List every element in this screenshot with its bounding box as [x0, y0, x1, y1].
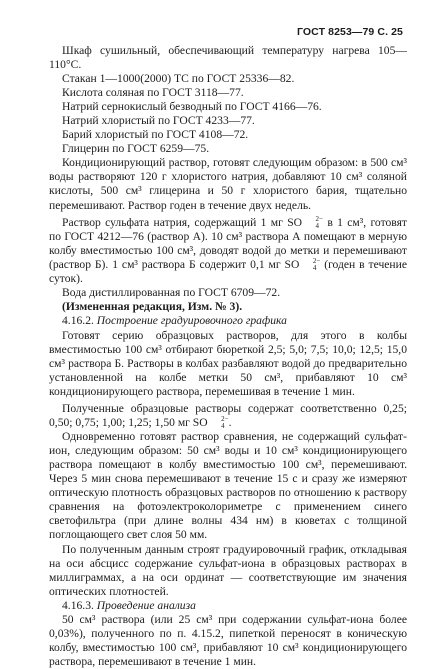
- paragraph-analysis: 50 см³ раствора (или 25 см³ при содержании сульфат-иона более 0,03%), полученного по п. 4.15.2, пипеткой переносят в коническую колбу, вместимостью 100 см³, прибавляют 10 см³ кондиционирующего раствора, перемешивают в течение 1 мин.: [49, 612, 407, 668]
- sulfate-text-2: в 1 см³, готовят по ГОСТ 4212—76 (раствор А). 10 см³ раствора А помещают в мерную колбу вместимостью 100 см³, доводят водой до метки и перемешивают (раствор Б). 1 см³ раствора Б содержит 0,1 мг SO: [49, 215, 407, 271]
- sulfate-text-3: (годен в течение суток).: [49, 258, 407, 286]
- section-number: 4.16.2.: [62, 314, 94, 328]
- paragraph-glycerin: Глицерин по ГОСТ 6259—75.: [62, 142, 210, 156]
- section-heading-calibration: [49, 314, 407, 328]
- paragraph-conditioning-solution: Кондиционирующий раствор, готовят следующим образом: в 500 см³ воды растворяют 120 г хлористого натрия, добавляют 10 см³ соляной кислоты, 500 см³ глицерина и 50 г хлористого бария, тщательно перемешивают. Раствор годен в течение двух недель.: [49, 156, 407, 212]
- section-title: Построение градуировочного графика: [96, 314, 287, 328]
- contents-end: .: [228, 415, 232, 429]
- sulfate-ion-formula: 2− 4: [221, 415, 229, 431]
- paragraph-hcl: Кислота соляная по ГОСТ 3118—77.: [62, 86, 244, 100]
- paragraph-beaker: Стакан 1—1000(2000) ТС по ГОСТ 25336—82.: [62, 72, 295, 86]
- contents-text: Полученные образцовые растворы содержат соответственно 0,25; 0,50; 0,75; 1,00; 1,25; 1,50 мг SO: [49, 401, 407, 429]
- paragraph-standard-contents: [49, 402, 407, 430]
- paragraph-sulfate-solution: [49, 216, 407, 287]
- paragraph-reference-solution: Одновременно готовят раствор сравнения, не содержащий сульфат-ион, следующим образом: 50 см³ воды и 10 см³ кондиционирующего раствора помещают в колбу вместимостью 100 см³, перемешивают. Через 5 мин снова перемешивают в течение 15 с и сразу же измеряют оптическую плотность образцовых растворов по отношению к раствору сравнения на фотоэлектроколориметре с применением синего светофильтра (при длине волны 434 нм) в кюветах с толщиной поглощающего свет слоя 50 мм.: [49, 430, 407, 542]
- amendment-note: (Измененная редакция, Изм. № 3).: [62, 300, 243, 314]
- sulfate-ion-formula: 2− 4: [315, 214, 323, 230]
- paragraph-nacl: Натрий хлористый по ГОСТ 4233—77.: [62, 114, 255, 128]
- page-header: ГОСТ 8253—79 С. 25: [297, 26, 403, 38]
- section-heading-analysis: [49, 599, 407, 613]
- paragraph-standard-series: Готовят серию образцовых растворов, для этого в колбы вместимостью 100 см³ отбирают бюреткой 2,5; 5,0; 7,5; 10,0; 12,5; 15,0 см³ раствора Б. Растворы в колбах разбавляют водой до предварительно установленной на колбе метки 50 см³, прибавляют 10 см³ кондиционирующего раствора, перемешивая в течение 1 мин.: [49, 328, 407, 398]
- sulfate-text-1: Раствор сульфата натрия, содержащий 1 мг SO: [62, 215, 303, 229]
- section-title: Проведение анализа: [96, 598, 196, 612]
- section-number: 4.16.3.: [62, 598, 94, 612]
- paragraph-dryer: Шкаф сушильный, обеспечивающий температуру нагрева 105—110°C.: [49, 44, 407, 72]
- paragraph-bacl2: Барий хлористый по ГОСТ 4108—72.: [62, 128, 249, 142]
- sulfate-ion-formula: 2− 4: [312, 257, 321, 273]
- paragraph-distilled-water: Вода дистиллированная по ГОСТ 6709—72.: [62, 286, 281, 300]
- document-body: [49, 44, 407, 669]
- paragraph-na2so4: Натрий сернокислый безводный по ГОСТ 4166—76.: [62, 100, 322, 114]
- paragraph-calibration-graph: По полученным данным строят градуировочный график, откладывая на оси абсцисс содержание сульфат-иона в образцовых растворах в миллиграммах, а на оси ординат — соответствующие им значения оптических плотностей.: [49, 542, 407, 598]
